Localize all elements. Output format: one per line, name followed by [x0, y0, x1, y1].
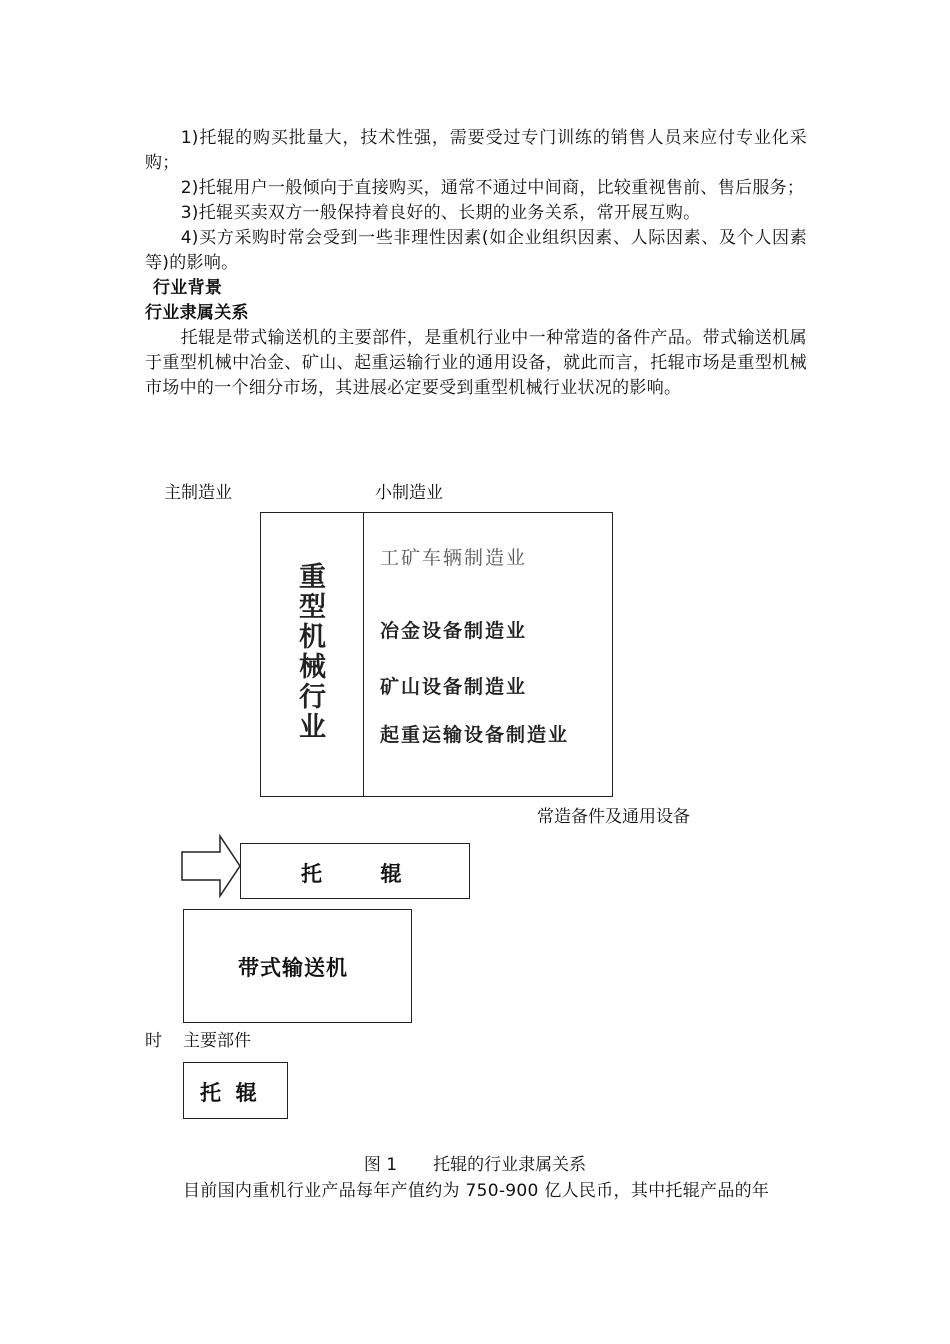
- roller-label-small: 托 辊: [200, 1080, 257, 1105]
- figure-title: 托辊的行业隶属关系: [433, 1155, 587, 1175]
- heavy-machinery-char: 业: [299, 712, 326, 743]
- list-paragraph-3: 3)托辊买卖双方一般保持着良好的、长期的业务关系，常开展互购。: [180, 203, 701, 223]
- sub-industries-box: [363, 512, 613, 797]
- heavy-machinery-char: 械: [299, 652, 326, 683]
- belt-conveyor-box: [183, 909, 412, 1023]
- label-small-manufacturing: 小制造业: [375, 483, 443, 503]
- body-paragraph: 托辊是带式输送机的主要部件，是重机行业中一种常造的备件产品。带式输送机属于重型机械中冶金、矿山、起重运输行业的通用设备，就此而言，托辊市场是重型机械市场中的一个细分市场，其进展必定要受到重型机械行业状况的影响。: [145, 328, 807, 398]
- label-time: 时: [145, 1031, 162, 1051]
- heavy-machinery-char: 重: [299, 562, 326, 593]
- heavy-machinery-label: [261, 563, 364, 743]
- heavy-machinery-box: [260, 512, 365, 797]
- heavy-machinery-char: 机: [299, 622, 326, 653]
- roller-box-small: [183, 1062, 288, 1119]
- list-paragraph-4: 4)买方采购时常会受到一些非理性因素(如企业组织因素、人际因素、及个人因素等)的影响。: [145, 228, 807, 273]
- list-paragraph-1: 1)托辊的购买批量大，技术性强，需要受过专门训练的销售人员来应付专业化采购；: [145, 128, 807, 173]
- roller-label-wide: 托 辊: [301, 861, 402, 886]
- sub-industry-mining-vehicles: 工矿车辆制造业: [380, 547, 528, 569]
- label-main-manufacturing: 主制造业: [164, 483, 232, 503]
- label-spare-parts: 常造备件及通用设备: [537, 807, 690, 827]
- final-text-line: 目前国内重机行业产品每年产值约为 750-900 亿人民币，其中托辊产品的年: [183, 1181, 770, 1201]
- belt-conveyor-label: 带式输送机: [238, 955, 348, 980]
- sub-industry-metallurgy: 冶金设备制造业: [380, 620, 528, 642]
- section-heading-industry-affiliation: 行业隶属关系: [145, 303, 249, 323]
- section-heading-industry-background: 行业背景: [153, 278, 223, 298]
- roller-box-wide: [240, 843, 470, 899]
- label-main-component: 主要部件: [183, 1031, 251, 1051]
- figure-caption: [0, 1154, 950, 1176]
- sub-industry-lifting-transport: 起重运输设备制造业: [380, 724, 570, 746]
- figure-number: 图 1: [363, 1155, 398, 1175]
- heavy-machinery-char: 型: [299, 592, 326, 623]
- right-arrow-icon: [180, 834, 242, 898]
- list-paragraph-2: 2)托辊用户一般倾向于直接购买，通常不通过中间商，比较重视售前、售后服务；: [180, 178, 805, 198]
- sub-industry-mining: 矿山设备制造业: [380, 676, 528, 698]
- heavy-machinery-char: 行: [299, 682, 326, 713]
- upper-text-block: [145, 126, 807, 401]
